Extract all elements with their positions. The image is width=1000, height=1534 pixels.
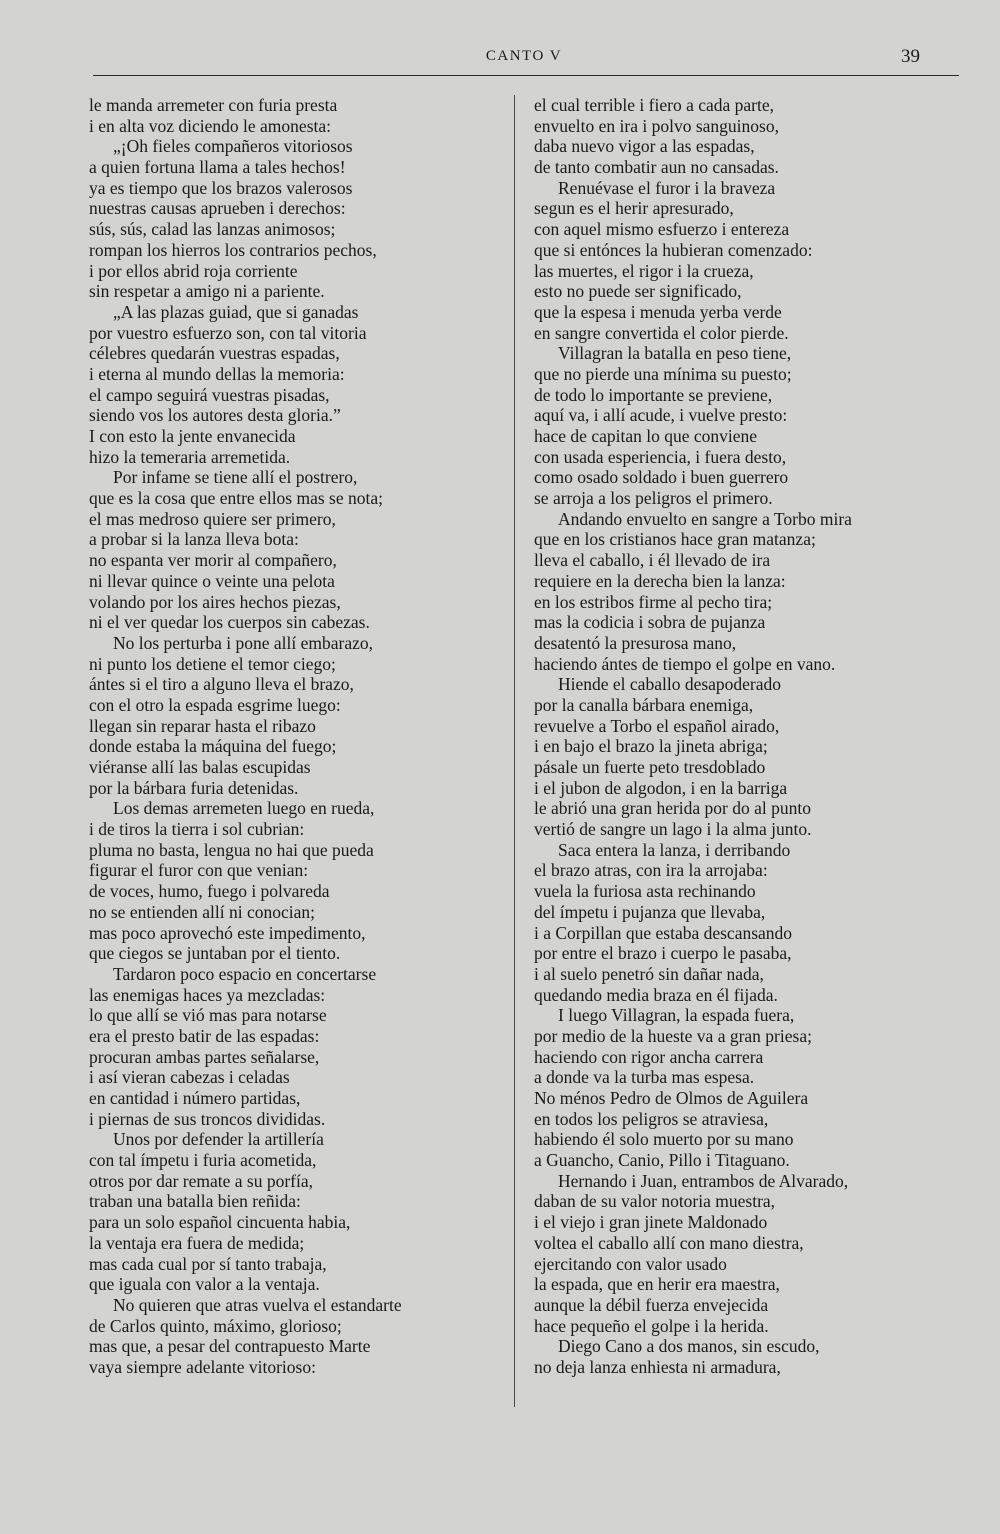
verse-line: habiendo él solo muerto por su mano	[534, 1129, 794, 1150]
verse-line: que la espesa i menuda yerba verde	[534, 301, 782, 322]
verse-line: el mas medroso quiere ser primero,	[89, 508, 336, 529]
verse-line: i el viejo i gran jinete Maldonado	[534, 1212, 768, 1233]
verse-line: por entre el brazo i cuerpo le pasaba,	[534, 943, 792, 964]
page-number: 39	[901, 46, 920, 67]
verse-line: que es la cosa que entre ellos mas se nota;	[89, 488, 383, 509]
verse-line: el brazo atras, con ira la arrojaba:	[534, 860, 768, 881]
verse-line: i a Corpillan que estaba descansando	[534, 922, 793, 943]
verse-line: vaya siempre adelante vitorioso:	[89, 1356, 316, 1377]
verse-line: con tal ímpetu i furia acometida,	[89, 1150, 317, 1171]
verse-line: en cantidad i número partidas,	[89, 1088, 301, 1108]
verse-line: i en bajo el brazo la jineta abriga;	[534, 736, 768, 757]
verse-line: i el jubon de algodon, i en la barriga	[534, 777, 788, 798]
verse-line: rompan los hierros los contrarios pechos,	[89, 239, 377, 260]
verse-line: no espanta ver morir al compañero,	[89, 550, 337, 571]
verse-line: „¡Oh fieles compañeros vitoriosos	[113, 136, 353, 157]
verse-line: a probar si la lanza lleva bota:	[89, 529, 299, 550]
verse-line: que si entónces la hubieran comenzado:	[534, 239, 813, 260]
verse-line: hizo la temeraria arremetida.	[89, 446, 291, 467]
verse-line: mas cada cual por sí tanto trabaja,	[89, 1253, 327, 1274]
verse-line: mas poco aprovechó este impedimento,	[89, 922, 366, 943]
verse-line: de Carlos quinto, máximo, glorioso;	[89, 1315, 342, 1336]
verse-line: i al suelo penetró sin dañar nada,	[534, 963, 764, 984]
verse-line: volando por los aires hechos piezas,	[89, 591, 341, 612]
verse-line: no deja lanza enhiesta ni armadura,	[534, 1356, 781, 1377]
verse-line: esto no puede ser significado,	[534, 281, 742, 302]
verse-line: nuestras causas aprueben i derechos:	[89, 198, 346, 219]
verse-line: siendo vos los autores desta gloria.”	[89, 405, 341, 426]
verse-line: lleva el caballo, i él llevado de ira	[534, 550, 771, 571]
verse-line: para un solo español cincuenta habia,	[89, 1212, 351, 1233]
verse-line: con aquel mismo esfuerzo i entereza	[534, 219, 790, 240]
verse-line: el cual terrible i fiero a cada parte,	[534, 95, 774, 115]
verse-line: i por ellos abrid roja corriente	[89, 260, 298, 281]
verse-line: Los demas arremeten luego en rueda,	[113, 798, 375, 819]
verse-line: las enemigas haces ya mezcladas:	[89, 984, 326, 1005]
verse-line: que no pierde una mínima su puesto;	[534, 363, 792, 384]
verse-line: pásale un fuerte peto tresdoblado	[534, 757, 766, 777]
verse-line: Saca entera la lanza, i derribando	[558, 839, 791, 860]
verse-line: Andando envuelto en sangre a Torbo mira	[558, 508, 852, 529]
verse-line: mas la codicia i sobra de pujanza	[534, 612, 766, 633]
verse-line: No quieren que atras vuelva el estandarte	[113, 1294, 402, 1315]
verse-line: del ímpetu i pujanza que llevaba,	[534, 901, 766, 922]
verse-line: ejercitando con valor usado	[534, 1253, 727, 1274]
verse-line: la espada, que en herir era maestra,	[534, 1274, 780, 1295]
verse-line: i de tiros la tierra i sol cubrian:	[89, 819, 305, 840]
verse-line: i en alta voz diciendo le amonesta:	[89, 115, 331, 136]
verse-line: „A las plazas guiad, que si ganadas	[113, 301, 359, 322]
verse-line: de voces, humo, fuego i polvareda	[89, 881, 330, 902]
verse-line: llegan sin reparar hasta el ribazo	[89, 715, 316, 736]
verse-line: por la canalla bárbara enemiga,	[534, 694, 754, 715]
verse-line: Renuévase el furor i la braveza	[558, 177, 776, 198]
verse-line: aunque la débil fuerza envejecida	[534, 1294, 769, 1315]
verse-line: le abrió una gran herida por do al punto	[534, 798, 811, 819]
verse-line: las muertes, el rigor i la crueza,	[534, 260, 754, 281]
verse-line: Unos por defender la artillería	[113, 1129, 324, 1150]
verse-line: Hernando i Juan, entrambos de Alvarado,	[558, 1170, 849, 1191]
right-column	[534, 95, 954, 1378]
verse-line: lo que allí se vió mas para notarse	[89, 1005, 327, 1026]
verse-line: ni punto los detiene el temor ciego;	[89, 653, 336, 674]
verse-line: I luego Villagran, la espada fuera,	[558, 1005, 795, 1026]
verse-line: por vuestro esfuerzo son, con tal vitoria	[89, 322, 367, 343]
verse-line: envuelto en ira i polvo sanguinoso,	[534, 115, 779, 136]
verse-line: a Guancho, Canio, Pillo i Titaguano.	[534, 1150, 790, 1171]
verse-line: i así vieran cabezas i celadas	[89, 1067, 290, 1088]
column-divider	[514, 95, 515, 1407]
verse-line: daban de su valor notoria muestra,	[534, 1191, 776, 1212]
verse-line: traban una batalla bien reñida:	[89, 1191, 301, 1212]
verse-line: que ciegos se juntaban por el tiento.	[89, 943, 341, 964]
verse-line: a quien fortuna llama a tales hechos!	[89, 157, 346, 178]
verse-line: i piernas de sus troncos divididas.	[89, 1108, 326, 1129]
verse-line: segun es el herir apresurado,	[534, 198, 734, 219]
verse-line: procuran ambas partes señalarse,	[89, 1046, 320, 1067]
verse-line: otros por dar remate a su porfía,	[89, 1170, 314, 1191]
running-head: CANTO V	[485, 48, 563, 64]
verse-line: viéranse allí las balas escupidas	[89, 757, 311, 777]
verse-line: figurar el furor con que venian:	[89, 860, 309, 881]
verse-line: con usada esperiencia, i fuera desto,	[534, 446, 787, 467]
verse-line: era el presto batir de las espadas:	[89, 1025, 320, 1046]
verse-line: vertió de sangre un lago i la alma junto.	[534, 819, 812, 840]
verse-line: Hiende el caballo desapoderado	[558, 674, 782, 695]
verse-line: No los perturba i pone allí embarazo,	[113, 632, 373, 653]
verse-line: revuelve a Torbo el español airado,	[534, 715, 780, 736]
verse-line: de tanto combatir aun no cansadas.	[534, 157, 779, 178]
verse-line: Diego Cano a dos manos, sin escudo,	[558, 1336, 820, 1357]
page-header	[90, 44, 958, 74]
verse-line: que en los cristianos hace gran matanza;	[534, 529, 816, 550]
verse-line: de todo lo importante se previene,	[534, 384, 773, 405]
verse-line: ántes si el tiro a alguno lleva el brazo,	[89, 674, 354, 695]
verse-line: el campo seguirá vuestras pisadas,	[89, 384, 330, 405]
verse-line: haciendo ántes de tiempo el golpe en vano.	[534, 653, 836, 674]
verse-line: en todos los peligros se atraviesa,	[534, 1108, 769, 1129]
verse-line: daba nuevo vigor a las espadas,	[534, 136, 755, 157]
verse-line: pluma no basta, lengua no hai que pueda	[89, 839, 374, 860]
verse-line: por la bárbara furia detenidas.	[89, 777, 299, 798]
verse-line: sús, sús, calad las lanzas animosos;	[89, 219, 336, 240]
verse-line: la ventaja era fuera de medida;	[89, 1232, 305, 1253]
left-column	[89, 95, 484, 1378]
verse-line: como osado soldado i buen guerrero	[534, 467, 789, 488]
verse-line: Villagran la batalla en peso tiene,	[558, 343, 792, 364]
header-rule	[93, 75, 959, 76]
verse-line: donde estaba la máquina del fuego;	[89, 736, 337, 757]
verse-line: voltea el caballo allí con mano diestra,	[534, 1232, 804, 1253]
verse-line: hace de capitan lo que conviene	[534, 426, 758, 446]
verse-line: mas que, a pesar del contrapuesto Marte	[89, 1336, 371, 1357]
verse-line: en sangre convertida el color pierde.	[534, 322, 789, 343]
verse-line: quedando media braza en él fijada.	[534, 984, 778, 1005]
verse-line: sin respetar a amigo ni a pariente.	[89, 281, 325, 302]
verse-line: haciendo con rigor ancha carrera	[534, 1046, 764, 1067]
verse-line: No ménos Pedro de Olmos de Aguilera	[534, 1088, 809, 1108]
verse-line: Por infame se tiene allí el postrero,	[113, 467, 358, 488]
verse-line: ni llevar quince o veinte una pelota	[89, 570, 335, 591]
verse-line: i eterna al mundo dellas la memoria:	[89, 363, 345, 384]
verse-line: le manda arremeter con furia presta	[89, 95, 338, 115]
verse-line: vuela la furiosa asta rechinando	[534, 881, 756, 902]
verse-line: desatentó la presurosa mano,	[534, 632, 737, 653]
verse-line: con el otro la espada esgrime luego:	[89, 694, 341, 715]
verse-line: I con esto la jente envanecida	[89, 426, 296, 446]
verse-line: requiere en la derecha bien la lanza:	[534, 570, 786, 591]
verse-line: ni el ver quedar los cuerpos sin cabezas.	[89, 612, 370, 633]
verse-line: ya es tiempo que los brazos valerosos	[89, 177, 353, 198]
verse-line: que iguala con valor a la ventaja.	[89, 1274, 320, 1295]
verse-line: Tardaron poco espacio en concertarse	[113, 963, 377, 984]
verse-line: a donde va la turba mas espesa.	[534, 1067, 755, 1088]
verse-line: hace pequeño el golpe i la herida.	[534, 1315, 769, 1336]
verse-line: en los estribos firme al pecho tira;	[534, 591, 773, 612]
verse-line: aquí va, i allí acude, i vuelve presto:	[534, 405, 788, 426]
verse-line: se arroja a los peligros el primero.	[534, 488, 773, 509]
verse-line: no se entienden allí ni conocian;	[89, 901, 315, 922]
verse-line: célebres quedarán vuestras espadas,	[89, 343, 340, 364]
verse-line: por medio de la hueste va a gran priesa;	[534, 1025, 812, 1046]
